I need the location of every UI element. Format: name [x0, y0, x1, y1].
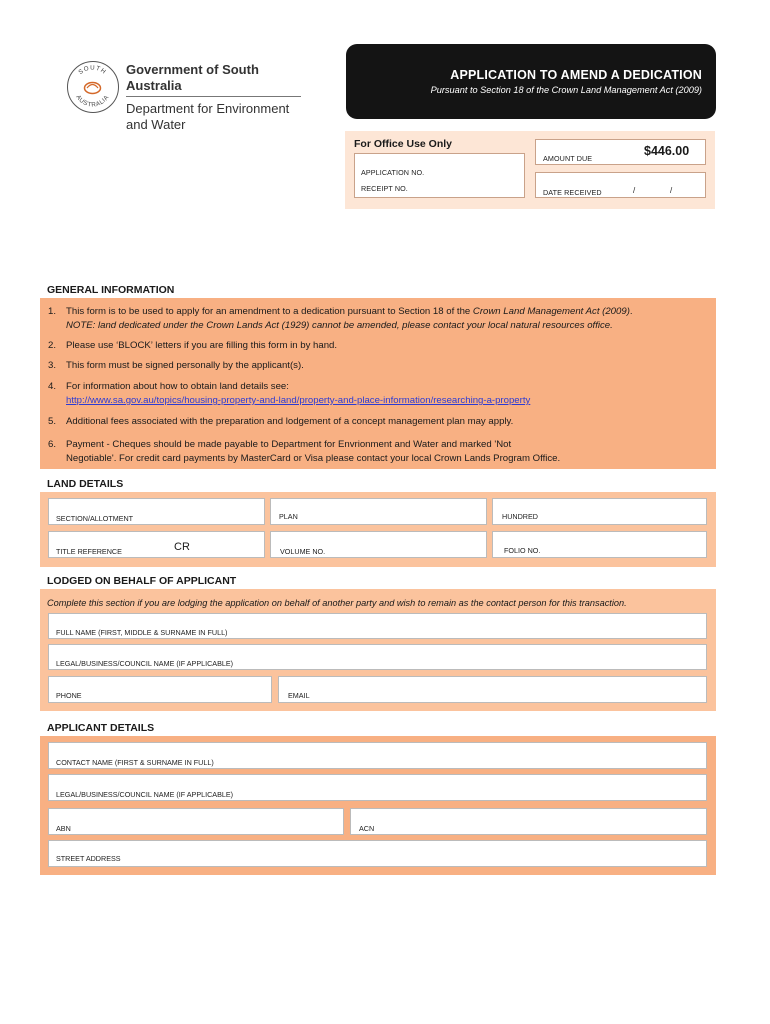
hundred-field[interactable]: HUNDRED: [492, 498, 707, 525]
date-separator-1: /: [633, 186, 636, 195]
department-name-line1: Department for Environment: [126, 101, 290, 117]
form-title-box: [346, 44, 716, 119]
svg-text:AUSTRALIA: [74, 94, 110, 109]
info-item-6: 6. Payment - Cheques should be made payable to Department for Envrionment and Water and marked 'Not Negotiable'. For credit card payments by MasterCard or Visa please contact your local Crown Lands Program Office.: [48, 439, 561, 464]
applicant-legal-name-field[interactable]: LEGAL/BUSINESS/COUNCIL NAME (IF APPLICABLE): [48, 774, 707, 801]
applicant-details-heading: APPLICANT DETAILS: [47, 722, 155, 734]
amount-due-field[interactable]: [535, 139, 706, 165]
general-information-heading: GENERAL INFORMATION: [47, 284, 175, 296]
plan-field[interactable]: PLAN: [270, 498, 487, 525]
receipt-no-label: RECEIPT NO.: [361, 184, 408, 193]
lodged-on-behalf-heading: LODGED ON BEHALF OF APPLICANT: [47, 575, 237, 587]
lodger-email-field[interactable]: EMAIL: [278, 676, 707, 703]
info-item-2: 2. Please use ‘BLOCK’ letters if you are filling this form in by hand.: [48, 340, 338, 351]
title-reference-field[interactable]: TITLE REFERENCE CR: [48, 531, 265, 558]
date-received-field[interactable]: [535, 172, 706, 198]
department-name-line2: and Water: [126, 116, 186, 132]
department-logo-text: [126, 62, 301, 132]
info-item-5: 5. Additional fees associated with the preparation and lodgement of a concept management plan may apply.: [48, 416, 514, 427]
date-separator-2: /: [670, 186, 673, 195]
applicant-abn-field[interactable]: ABN: [48, 808, 344, 835]
government-name: Government of South Australia: [126, 62, 301, 97]
applicant-street-address-field[interactable]: STREET ADDRESS: [48, 840, 707, 867]
land-details-heading: LAND DETAILS: [47, 478, 124, 490]
seal-text-bottom: AUSTRALIA: [74, 93, 111, 109]
applicant-acn-field[interactable]: ACN: [350, 808, 707, 835]
applicant-contact-name-field[interactable]: CONTACT NAME (FIRST & SURNAME IN FULL): [48, 742, 707, 769]
lodger-legal-name-field[interactable]: LEGAL/BUSINESS/COUNCIL NAME (IF APPLICABLE): [48, 644, 707, 670]
seal-text-top: SOUTH: [77, 64, 108, 77]
info-item-3: 3. This form must be signed personally by the applicant(s).: [48, 360, 304, 371]
amount-due-label: AMOUNT DUE: [543, 154, 593, 163]
title-reference-prefix: CR: [174, 541, 190, 553]
amount-due-value: $446.00: [644, 144, 690, 158]
application-no-label: APPLICATION NO.: [361, 168, 425, 177]
state-seal-logo: [67, 61, 119, 113]
property-research-link[interactable]: http://www.sa.gov.au/topics/housing-property-and-land/property-and-place-information/researching-a-property: [66, 395, 531, 406]
section-allotment-field[interactable]: SECTION/ALLOTMENT: [48, 498, 265, 525]
lodger-full-name-field[interactable]: FULL NAME (FIRST, MIDDLE & SURNAME IN FULL): [48, 613, 707, 639]
svg-text:SOUTH: [77, 64, 107, 76]
folio-no-field[interactable]: FOLIO NO.: [492, 531, 707, 558]
date-received-label: DATE RECEIVED: [543, 188, 602, 197]
office-use-heading: For Office Use Only: [354, 138, 453, 150]
volume-no-field[interactable]: VOLUME NO.: [270, 531, 487, 558]
lodger-phone-field[interactable]: PHONE: [48, 676, 272, 703]
form-title: APPLICATION TO AMEND A DEDICATION: [450, 68, 702, 82]
info-item-1: 1. This form is to be used to apply for an amendment to a dedication pursuant to Section 18 of the Crown Land Management Act (2009). NOTE: land dedicated under the Crown Lands Act (1929) cannot be amended, please contact your local natural resources office.: [48, 306, 633, 331]
info-item-4: 4. For information about how to obtain land details see: http://www.sa.gov.au/topics/housing-property-and-land/property-and-place-information/researching-a-property: [48, 381, 531, 406]
application-receipt-field[interactable]: [354, 153, 525, 198]
form-subtitle: Pursuant to Section 18 of the Crown Land Management Act (2009): [430, 85, 702, 95]
lodged-on-behalf-description: Complete this section if you are lodging the application on behalf of another party and wish to remain as the contact person for this transaction.: [47, 598, 627, 608]
